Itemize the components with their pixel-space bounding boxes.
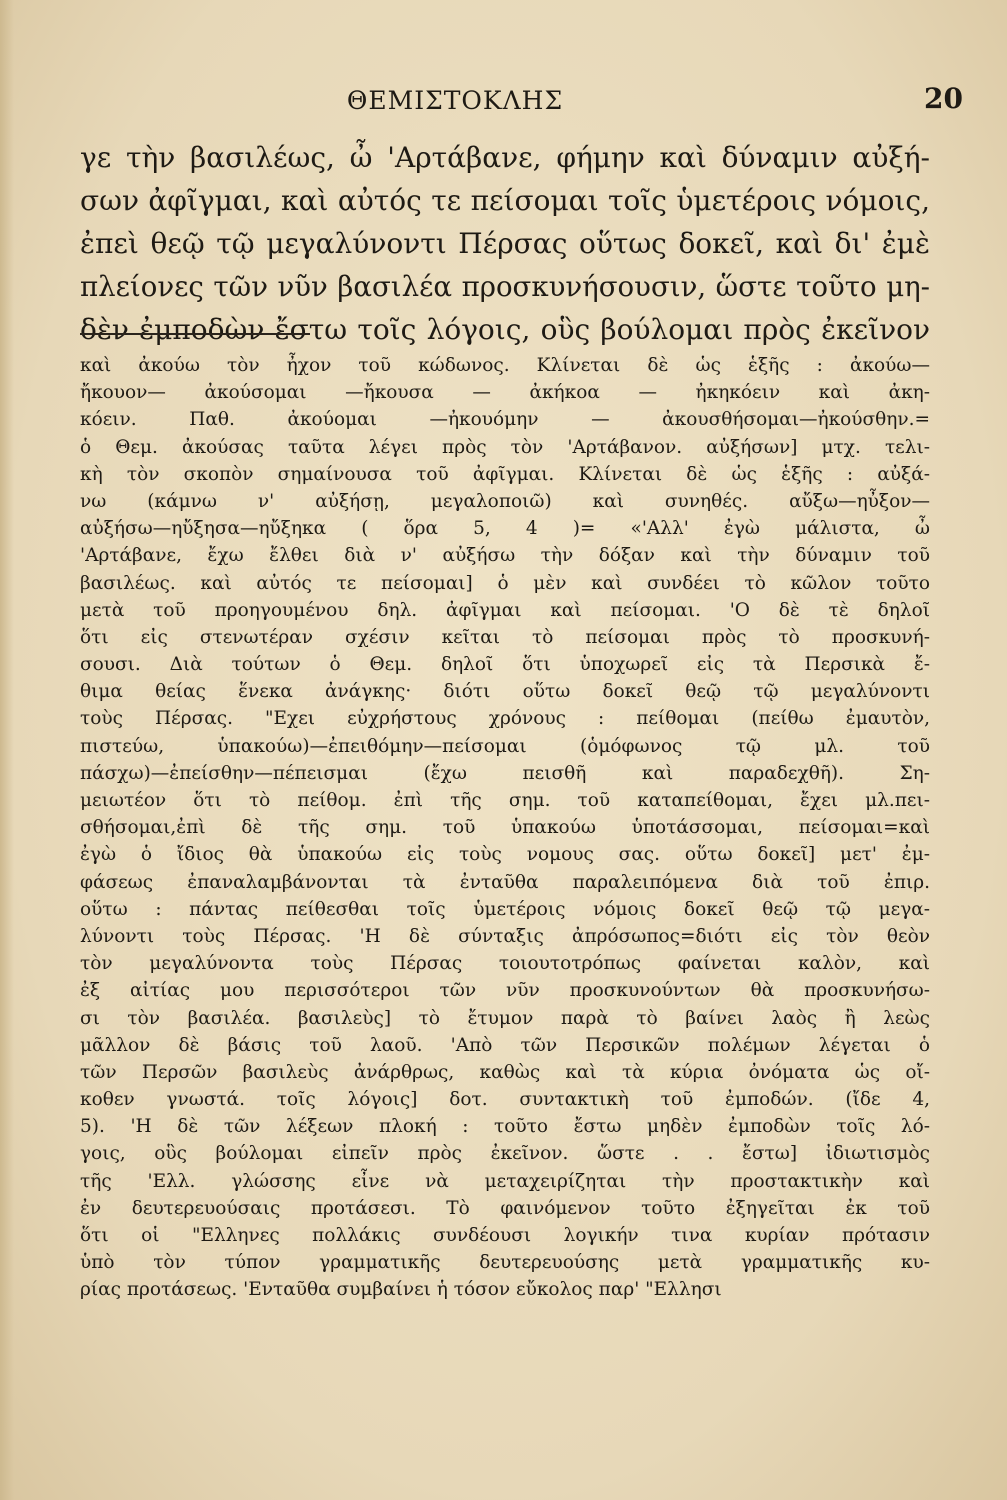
commentary-line: κόειν. Παθ. ἀκούομαι —ἠκουόμην — ἀκουσθήσομαι—ἠκούσθην.= [80, 409, 930, 431]
commentary-line: κὴ τὸν σκοπὸν σημαίνουσα τοῦ ἀφῖγμαι. Κλίνεται δὲ ὡς ἑξῆς : αὐξά- [80, 463, 930, 485]
commentary-line: λύνοντι τοὺς Πέρσας. 'Η δὲ σύνταξις ἀπρόσωπος=διότι εἰς τὸν θεὸν [80, 925, 930, 947]
commentary-line: οὕτω : πάντας πείθεσθαι τοῖς ὑμετέροις νόμοις δοκεῖ θεῷ τῷ μεγα- [80, 898, 930, 920]
commentary-line: ὁ Θεμ. ἀκούσας ταῦτα λέγει πρὸς τὸν 'Αρτάβανον. αὐξήσων] μτχ. τελι- [80, 436, 930, 458]
commentary-line: τῶν Περσῶν βασιλεὺς ἀνάρθρως, καθὼς καὶ τὰ κύρια ὀνόματα ὡς οἴ- [80, 1061, 930, 1083]
commentary-line: αὐξήσω—ηὔξησα—ηὔξηκα ( ὅρα 5, 4 )= «'Αλλ' ἐγὼ μάλιστα, ὦ [80, 518, 930, 540]
commentary-line: σι τὸν βασιλέα. βασιλεὺς] τὸ ἔτυμον παρὰ τὸ βαίνει λαὸς ἢ λεὼς [80, 1007, 930, 1029]
commentary-line: ὑπὸ τὸν τύπον γραμματικῆς δευτερευούσης μετὰ γραμματικῆς κυ- [80, 1252, 930, 1274]
page-header [0, 82, 1007, 126]
main-text-block [80, 136, 930, 351]
commentary-line: τῆς 'Ελλ. γλώσσης εἶνε νὰ μεταχειρίζηται τὴν προστακτικὴν καὶ [80, 1170, 930, 1192]
main-text-line: δὲν ἐμποδὼν ἔστω τοῖς λόγοις, οὓς βούλομαι πρὸς ἐκεῖνον [80, 313, 930, 346]
commentary-line: 'Αρτάβανε, ἔχω ἔλθει διὰ ν' αὐξήσω τὴν δόξαν καὶ τὴν δύναμιν τοῦ [80, 545, 930, 567]
page-edge-shadow [0, 0, 14, 1500]
commentary-block [80, 352, 930, 1304]
main-text-line: πλείονες τῶν νῦν βασιλέα προσκυνήσουσιν, ὥστε τοῦτο μη- [80, 270, 930, 303]
main-text-line: ἐπεὶ θεῷ τῷ μεγαλύνοντι Πέρσας οὕτως δοκεῖ, καὶ δι' ἐμὲ [80, 227, 930, 260]
commentary-line: σουσι. Διὰ τούτων ὁ Θεμ. δηλοῖ ὅτι ὑποχωρεῖ εἰς τὰ Περσικὰ ἔ- [80, 654, 930, 676]
commentary-line: ἐξ αἰτίας μου περισσότεροι τῶν νῦν προσκυνούντων θὰ προσκυνήσω- [80, 980, 930, 1002]
commentary-line: μετὰ τοῦ προηγουμένου δηλ. ἀφῖγμαι καὶ πείσομαι. 'Ο δὲ τὲ δηλοῖ [80, 599, 930, 621]
commentary-line: ρίας προτάσεως. 'Ενταῦθα συμβαίνει ἡ τόσον εὔκολος παρ' "Ελλησι [80, 1279, 722, 1301]
running-title: ΘΕΜΙΣΤΟΚΛΗΣ [346, 86, 564, 115]
commentary-line: ἤκουον— ἀκούσομαι —ἤκουσα — ἀκήκοα — ἠκηκόειν καὶ ἀκη- [80, 382, 930, 404]
commentary-line: τοὺς Πέρσας. "Εχει εὐχρήστους χρόνους : πείθομαι (πείθω ἐμαυτὸν, [80, 708, 930, 730]
commentary-line: πιστεύω, ὑπακούω)—ἐπειθόμην—πείσομαι (ὁμόφωνος τῷ μλ. τοῦ [80, 735, 930, 757]
commentary-line: μειωτέον ὅτι τὸ πείθομ. ἐπὶ τῆς σημ. τοῦ καταπείθομαι, ἔχει μλ.πει- [80, 790, 930, 811]
commentary-line: φάσεως ἐπαναλαμβάνονται τὰ ἐνταῦθα παραλειπόμενα διὰ τοῦ ἐπιρ. [80, 871, 930, 893]
commentary-line: μᾶλλον δὲ βάσις τοῦ λαοῦ. 'Απὸ τῶν Περσικῶν πολέμων λέγεται ὁ [80, 1034, 930, 1056]
commentary-line: γοις, οὓς βούλομαι εἰπεῖν πρὸς ἐκεῖνον. ὥστε . . ἔστω] ἰδιωτισμὸς [80, 1143, 930, 1165]
main-text-line: γε τὴν βασιλέως, ὦ 'Αρτάβανε, φήμην καὶ δύναμιν αὐξή- [80, 141, 930, 174]
main-text-line: σων ἀφῖγμαι, καὶ αὐτός τε πείσομαι τοῖς ὑμετέροις νόμοις, [80, 184, 930, 217]
commentary-line: τὸν μεγαλύνοντα τοὺς Πέρσας τοιουτοτρόπως φαίνεται καλὸν, καὶ [80, 953, 930, 975]
commentary-line: βασιλέως. καὶ αὐτός τε πείσομαι] ὁ μὲν καὶ συνδέει τὸ κῶλον τοῦτο [80, 572, 930, 594]
commentary-line: 5). 'Η δὲ τῶν λέξεων πλοκή : τοῦτο ἔστω μηδὲν ἐμποδὼν τοῖς λό- [80, 1116, 930, 1138]
commentary-line: ὅτι οἱ "Ελληνες πολλάκις συνδέουσι λογικήν τινα κυρίαν πρότασιν [80, 1225, 930, 1246]
footnote-separator-rule [80, 333, 310, 335]
page-number: 20 [924, 82, 963, 115]
commentary-line: νω (κάμνω ν' αὐξήσῃ, μεγαλοποιῶ) καὶ συνηθές. αὔξω—ηὖξον— [80, 490, 930, 512]
commentary-line: θιμα θείας ἕνεκα ἀνάγκης· διότι οὕτω δοκεῖ θεῷ τῷ μεγαλύνοντι [80, 681, 930, 703]
commentary-line: ἐν δευτερευούσαις προτάσεσι. Τὸ φαινόμενον τοῦτο ἐξηγεῖται ἐκ τοῦ [80, 1197, 930, 1219]
commentary-line: σθήσομαι,ἐπὶ δὲ τῆς σημ. τοῦ ὑπακούω ὑποτάσσομαι, πείσομαι=καὶ [80, 817, 930, 839]
commentary-line: ὅτι εἰς στενωτέραν σχέσιν κεῖται τὸ πείσομαι πρὸς τὸ προσκυνή- [80, 626, 930, 648]
commentary-line: πάσχω)—ἐπείσθην—πέπεισμαι (ἔχω πεισθῆ καὶ παραδεχθῆ). Ση- [80, 762, 930, 784]
commentary-line: κοθεν γνωστά. τοῖς λόγοις] δοτ. συντακτικὴ τοῦ ἐμποδών. (ἴδε 4, [80, 1089, 930, 1111]
commentary-line: καὶ ἀκούω τὸν ἦχον τοῦ κώδωνος. Κλίνεται δὲ ὡς ἑξῆς : ἀκούω— [80, 355, 930, 376]
commentary-line: ἐγὼ ὁ ἴδιος θὰ ὑπακούω εἰς τοὺς νομους σας. οὕτω δοκεῖ] μετ' ἐμ- [80, 844, 930, 866]
